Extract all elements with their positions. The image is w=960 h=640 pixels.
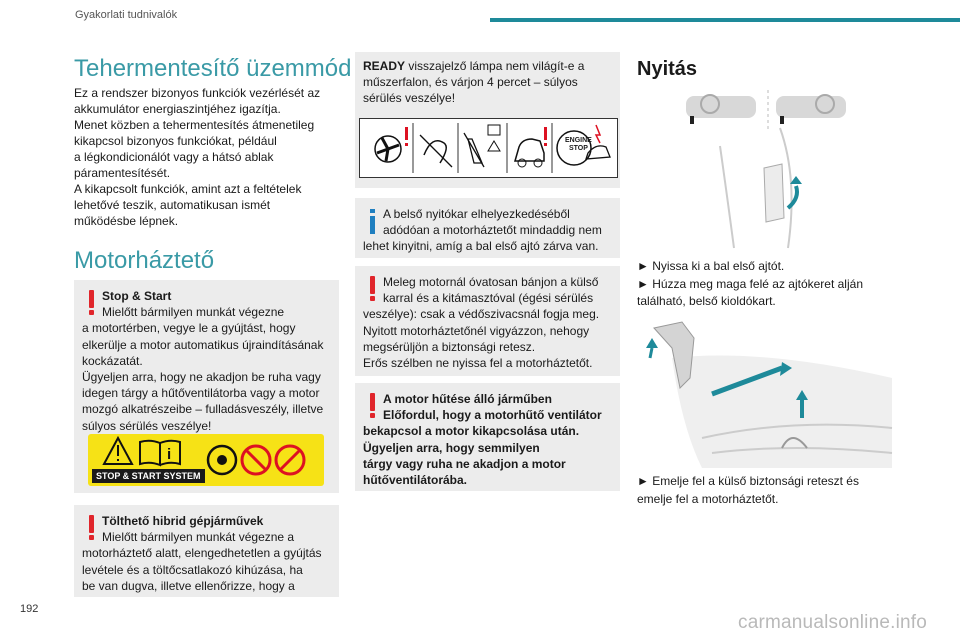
text-line: Előfordul, hogy a motorhűtő ventilátor <box>383 408 602 423</box>
step-line: ► Emelje fel a külső biztonsági reteszt és <box>637 474 859 488</box>
warning-title: Stop & Start <box>102 289 172 303</box>
text-line: STOP <box>568 145 588 152</box>
text-line: lehetővé teszik, automatikusan ismét <box>74 198 271 212</box>
text-line: be van dugva, illetve ellenőrizze, hogy a <box>82 578 295 593</box>
text-line: kockázatát. <box>82 353 143 368</box>
warning-icon <box>370 393 375 411</box>
text-line: sérülés veszélye! <box>363 91 456 106</box>
warning-icon <box>89 290 94 308</box>
text-line: Ügyeljen arra, hogy semmilyen <box>363 440 540 455</box>
text-line: hűtőventilátorába. <box>363 473 468 488</box>
text-line: visszajelző lámpa nem világít-e a <box>405 59 585 73</box>
text-line: akkumulátor energiaszintjéhez igazítja. <box>74 102 281 116</box>
warning-box-phev <box>74 505 339 597</box>
text-line: megsérüljön a biztonsági retesz. <box>363 339 536 354</box>
interior-release-lever-illustration <box>680 88 850 253</box>
warning-box-stop-start <box>74 280 339 493</box>
steering-wheel-lever-icon <box>680 88 850 253</box>
warning-box-hot-engine <box>355 266 620 376</box>
text-line: tárgy vagy ruha ne akadjon a motor <box>363 456 566 471</box>
svg-text:i: i <box>167 446 172 463</box>
text-line: Ez a rendszer bizonyos funkciók vezérlését az <box>74 86 321 100</box>
text-line: levétele és a töltőcsatlakozó kihúzása, ha <box>82 562 303 577</box>
text-line: kikapcsol bizonyos funkciókat, például <box>74 134 277 148</box>
warning-title: Tölthető hibrid gépjárművek <box>102 514 264 528</box>
text-line: működésbe lépnek. <box>74 214 179 228</box>
warning-icon <box>370 276 375 294</box>
ready-label: READY <box>363 59 406 73</box>
text-line: műszerfalon, és várjon 4 percet – súlyos <box>363 75 578 90</box>
step-line: ► Húzza meg maga felé az ajtókeret alján <box>637 276 863 291</box>
step-line: található, belső kioldókart. <box>637 294 776 309</box>
sticker-label: STOP & START SYSTEM <box>92 469 205 483</box>
title-bonnet: Motorháztető <box>74 247 215 274</box>
load-shedding-paragraph <box>74 85 339 229</box>
section-header: Gyakorlati tudnivalók <box>75 9 178 21</box>
text-line: mozgó alkatrészeibe – fulladásveszély, illetve <box>82 402 324 417</box>
text-line: páramentesítését. <box>74 166 171 180</box>
text-line: Meleg motornál óvatosan bánjon a külső <box>383 275 599 289</box>
text-line: ENGINE <box>565 137 592 144</box>
header-accent-bar <box>490 18 960 22</box>
title-opening: Nyitás <box>637 58 698 80</box>
bonnet-latch-icon <box>642 318 900 468</box>
text-line: súlyos sérülés veszélye! <box>82 418 212 433</box>
text-line: A motor hűtése álló járműben <box>383 392 552 406</box>
watermark: carmanualsonline.info <box>738 612 928 633</box>
text-line: adódóan a motorháztetőt mindaddig nem <box>383 223 602 238</box>
text-line: bekapcsol a motor kikapcsolása után. <box>363 424 580 439</box>
text-line: Mielőtt bármilyen munkát végezne a <box>102 530 295 545</box>
text-line: a légkondicionálót vagy a hátsó ablak <box>74 150 274 164</box>
step-line: emelje fel a motorháztetőt. <box>637 491 779 506</box>
info-icon <box>370 216 375 234</box>
warning-box-continued <box>355 52 620 188</box>
text-line: veszélye): csak a védőszivacsnál fogja meg. <box>363 307 600 322</box>
text-line: Mielőtt bármilyen munkát végezne <box>102 305 285 320</box>
step-line: ► Nyissa ki a bal első ajtót. <box>637 259 785 273</box>
text-line: karral és a kitámasztóval (égési sérülés <box>383 291 594 306</box>
bonnet-latch-illustration <box>642 318 900 468</box>
text-line: a motortérben, vegye le a gyújtást, hogy <box>82 321 296 336</box>
text-line: A belső nyitókar elhelyezkedéséből <box>383 207 570 221</box>
text-line: Menet közben a tehermentesítés átmenetileg <box>74 118 315 132</box>
steps-lift-bonnet <box>637 473 907 508</box>
engine-stop-label <box>565 137 592 153</box>
warning-box-cooling-fan <box>355 383 620 491</box>
text-line: Nyitott motorháztetőnél vigyázzon, nehogy <box>363 323 590 338</box>
engine-warning-pictograms <box>359 118 618 178</box>
info-box-interior-lever <box>355 198 620 258</box>
text-line: Erős szélben ne nyissa fel a motorháztetőt. <box>363 356 593 371</box>
page-number: 192 <box>20 603 39 615</box>
text-line: elkerülje a motor automatikus újraindításának <box>82 337 324 352</box>
stop-start-sticker <box>88 434 324 486</box>
text-line: idegen tárgy a hűtőventilátorba vagy a motor <box>82 386 320 401</box>
text-line: motorháztető alatt, elengedhetetlen a gyújtás <box>82 546 322 561</box>
warning-icon <box>89 515 94 533</box>
text-line: lehet kinyitni, amíg a bal első ajtó zárva van. <box>363 239 599 254</box>
steps-open-door <box>637 258 907 311</box>
text-line: A kikapcsolt funkciók, amint azt a feltételek <box>74 182 302 196</box>
text-line: Ügyeljen arra, hogy ne akadjon be ruha vagy <box>82 370 321 385</box>
title-load-shedding: Tehermentesítő üzemmód <box>74 55 352 82</box>
